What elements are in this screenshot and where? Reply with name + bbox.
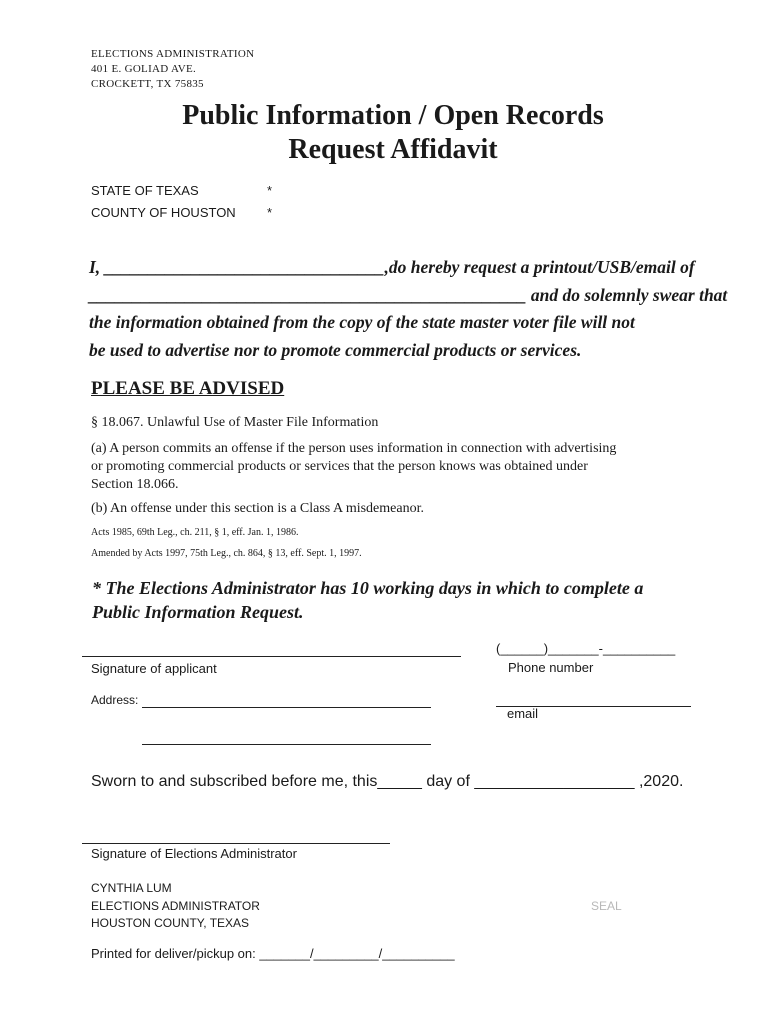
address-line-2[interactable] <box>142 744 431 745</box>
email-label: email <box>507 706 539 721</box>
office-city: CROCKETT, TX 75835 <box>91 78 204 90</box>
seal-placeholder: SEAL <box>591 899 622 913</box>
sworn-statement: Sworn to and subscribed before me, this_____ day of __________________ ,2020. <box>91 773 684 790</box>
statute-para-a-1: (a) A person commits an offense if the person uses information in connection with advertising <box>91 441 617 456</box>
oath-line-4: be used to advertise nor to promote commercial products or services. <box>89 340 582 360</box>
oath-line-1: I, ________________________________,do hereby request a printout/USB/email of <box>89 257 695 277</box>
printed-date-field[interactable]: Printed for deliver/pickup on: _______/_________/__________ <box>91 946 455 961</box>
statute-para-a-2: or promoting commercial products or services that the person knows was obtained under <box>91 459 588 474</box>
state-marker: * <box>267 183 273 198</box>
statute-history-1: Acts 1985, 69th Leg., ch. 211, § 1, eff. Jan. 1, 1986. <box>91 527 299 538</box>
notice-line-1: * The Elections Administrator has 10 working days in which to complete a <box>92 578 644 598</box>
oath-line-3: the information obtained from the copy of the state master voter file will not <box>89 312 635 332</box>
notice-line-2: Public Information Request. <box>92 602 304 622</box>
office-name: ELECTIONS ADMINISTRATION <box>91 48 255 60</box>
oath-line-2: __________________________________________________ and do solemnly swear that <box>89 285 728 305</box>
administrator-role: ELECTIONS ADMINISTRATOR <box>91 899 260 913</box>
county-label: COUNTY OF HOUSTON <box>91 205 236 220</box>
office-street: 401 E. GOLIAD AVE. <box>91 63 197 75</box>
administrator-signature-line[interactable] <box>82 843 390 844</box>
statute-para-a-3: Section 18.066. <box>91 477 179 492</box>
document-title: Public Information / Open Records <box>182 100 604 131</box>
statute-section: § 18.067. Unlawful Use of Master File Information <box>91 415 379 430</box>
administrator-county: HOUSTON COUNTY, TEXAS <box>91 916 250 930</box>
phone-label: Phone number <box>508 660 594 675</box>
state-label: STATE OF TEXAS <box>91 183 199 198</box>
address-line-1[interactable] <box>142 707 431 708</box>
applicant-signature-line[interactable] <box>82 656 461 657</box>
county-marker: * <box>267 205 273 220</box>
applicant-signature-label: Signature of applicant <box>91 661 217 676</box>
statute-history-2: Amended by Acts 1997, 75th Leg., ch. 864, § 13, eff. Sept. 1, 1997. <box>91 548 362 559</box>
statute-para-b: (b) An offense under this section is a Class A misdemeanor. <box>91 501 424 516</box>
administrator-signature-label: Signature of Elections Administrator <box>91 846 297 861</box>
phone-field[interactable]: (______)_______-__________ <box>496 641 676 656</box>
administrator-name: CYNTHIA LUM <box>91 881 172 895</box>
advisory-heading: PLEASE BE ADVISED <box>91 378 285 399</box>
address-label: Address: <box>91 693 139 707</box>
document-subtitle: Request Affidavit <box>288 134 498 165</box>
